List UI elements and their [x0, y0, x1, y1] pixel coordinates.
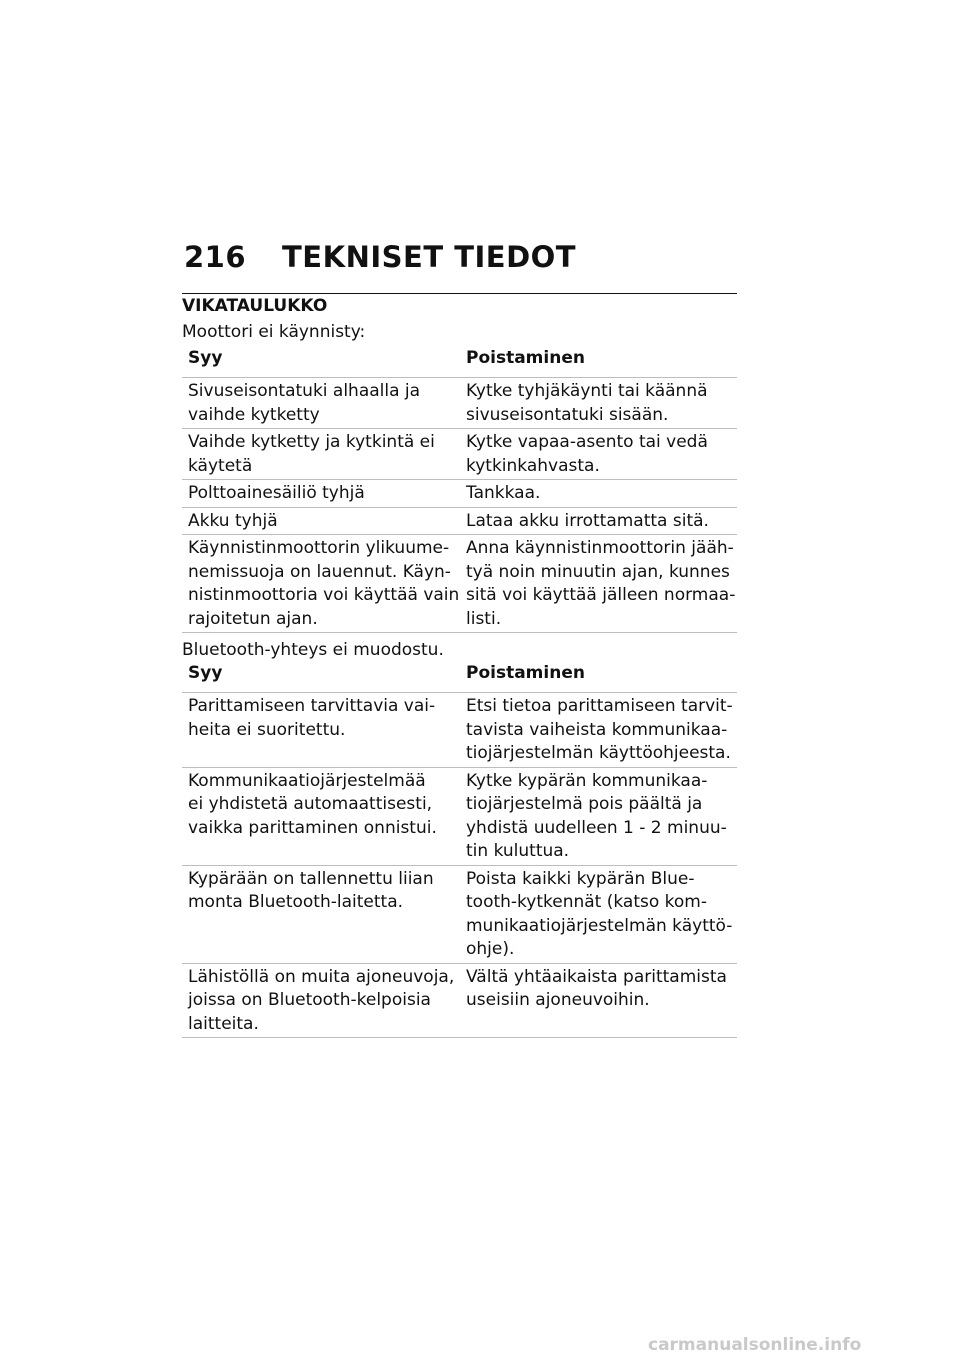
cause-cell	[188, 380, 420, 427]
remedy-cell-line: Lataa akku irrottamatta sitä.	[466, 510, 709, 531]
remedy-cell-line: Kytke kypärän kommunikaa-	[466, 770, 708, 791]
cause-cell-line: Vaihde kytketty ja kytkintä ei	[188, 432, 435, 452]
cause-cell-line: Parittamiseen tarvittavia vai-	[188, 696, 436, 716]
cause-cell-line: Akku tyhjä	[188, 510, 278, 531]
remedy-cell	[466, 770, 727, 864]
remedy-cell-line: Tankkaa.	[466, 483, 541, 503]
remedy-cell-line: Kytke tyhjäkäynti tai käännä	[466, 381, 708, 401]
cause-cell-line: Kypärään on tallennettu liian	[188, 868, 434, 889]
remedy-cell-line: tyä noin minuutin ajan, kunnes	[466, 561, 730, 582]
cause-cell-line: Kommunikaatiojärjestelmää	[188, 770, 426, 791]
troubleshooting-table	[182, 660, 737, 1038]
remedy-cell-line: Vältä yhtäaikaista parittamista	[466, 966, 727, 987]
table-intro: Bluetooth-yhteys ei muodostu.	[182, 640, 444, 660]
cause-cell-line: Polttoainesäiliö tyhjä	[188, 483, 365, 503]
remedy-cell	[466, 510, 709, 534]
cause-cell-line: Sivuseisontatuki alhaalla ja	[188, 381, 421, 401]
remedy-cell-line: listi.	[466, 608, 502, 629]
remedy-cell-line: tiojärjestelmä pois päältä ja	[466, 794, 703, 814]
remedy-cell-line: Etsi tietoa parittamiseen tarvit-	[466, 696, 733, 716]
remedy-cell-line: useisiin ajoneuvoihin.	[466, 990, 650, 1010]
cause-cell-line: monta Bluetooth-laitetta.	[188, 892, 404, 912]
remedy-cell-line: yhdistä uudelleen 1 - 2 minuu-	[466, 817, 727, 838]
cause-cell	[188, 770, 437, 841]
troubleshooting-table	[182, 345, 737, 633]
cause-cell	[188, 966, 454, 1037]
remedy-cell	[466, 868, 732, 962]
cause-cell-line: Lähistöllä on muita ajoneuvoja,	[188, 966, 455, 987]
remedy-cell-line: Poista kaikki kypärän Blue-	[466, 868, 695, 889]
chapter-title: TEKNISET TIEDOT	[282, 240, 577, 274]
remedy-cell	[466, 482, 540, 506]
remedy-cell	[466, 431, 708, 478]
cause-cell-line: nemissuoja on lauennut. Käyn-	[188, 561, 451, 582]
remedy-cell-line: tiojärjestelmän käyttöohjeesta.	[466, 743, 731, 763]
table-header	[182, 660, 737, 693]
cause-cell	[188, 482, 365, 506]
remedy-cell	[466, 966, 727, 1013]
remedy-cell-line: tavista vaiheista kommunikaa-	[466, 719, 728, 740]
table-body	[182, 378, 737, 633]
table-row	[182, 378, 737, 429]
table-row	[182, 429, 737, 480]
table-row	[182, 866, 737, 964]
cause-cell-line: nistinmoottoria voi käyttää vain	[188, 585, 460, 605]
cause-cell-line: heita ei suoritettu.	[188, 719, 346, 740]
table-row	[182, 508, 737, 536]
remedy-cell	[466, 537, 735, 631]
cause-cell	[188, 868, 434, 915]
page-header	[184, 240, 576, 274]
remedy-cell	[466, 380, 708, 427]
table-row	[182, 480, 737, 508]
table-header	[182, 345, 737, 378]
table-row	[182, 768, 737, 866]
cause-cell	[188, 537, 459, 631]
cause-cell-line: Käynnistinmoottorin ylikuume-	[188, 538, 450, 558]
remedy-cell-line: Anna käynnistinmoottorin jääh-	[466, 538, 734, 558]
watermark: carmanualsonline.info	[648, 1335, 862, 1355]
cause-cell	[188, 695, 435, 742]
column-header-remedy: Poistaminen	[466, 348, 585, 368]
remedy-cell-line: munikaatiojärjestelmän käyttö-	[466, 915, 733, 936]
cause-cell-line: ei yhdistetä automaattisesti,	[188, 794, 433, 814]
table-row	[182, 964, 737, 1039]
cause-cell-line: vaihde kytketty	[188, 404, 320, 425]
remedy-cell-line: tooth-kytkennät (katso kom-	[466, 892, 707, 912]
remedy-cell-line: sivuseisontatuki sisään.	[466, 404, 669, 425]
remedy-cell-line: kytkinkahvasta.	[466, 455, 600, 476]
column-header-remedy: Poistaminen	[466, 663, 585, 683]
column-header-cause: Syy	[188, 348, 223, 368]
cause-cell-line: joissa on Bluetooth-kelpoisia	[188, 990, 431, 1010]
table-row	[182, 535, 737, 633]
table-row	[182, 693, 737, 768]
remedy-cell-line: tin kuluttua.	[466, 841, 570, 861]
remedy-cell-line: Kytke vapaa-asento tai vedä	[466, 432, 708, 452]
remedy-cell-line: sitä voi käyttää jälleen normaa-	[466, 585, 736, 605]
cause-cell-line: käytetä	[188, 455, 253, 476]
cause-cell-line: rajoitetun ajan.	[188, 608, 318, 629]
remedy-cell	[466, 695, 733, 766]
page-number: 216	[184, 240, 247, 274]
section-title: VIKATAULUKKO	[182, 296, 328, 316]
table-intro: Moottori ei käynnisty:	[182, 322, 366, 342]
cause-cell	[188, 510, 278, 534]
cause-cell-line: vaikka parittaminen onnistui.	[188, 817, 437, 838]
cause-cell-line: laitteita.	[188, 1013, 259, 1034]
section-divider	[182, 293, 737, 294]
column-header-cause: Syy	[188, 663, 223, 683]
cause-cell	[188, 431, 435, 478]
table-body	[182, 693, 737, 1038]
remedy-cell-line: ohje).	[466, 939, 515, 959]
